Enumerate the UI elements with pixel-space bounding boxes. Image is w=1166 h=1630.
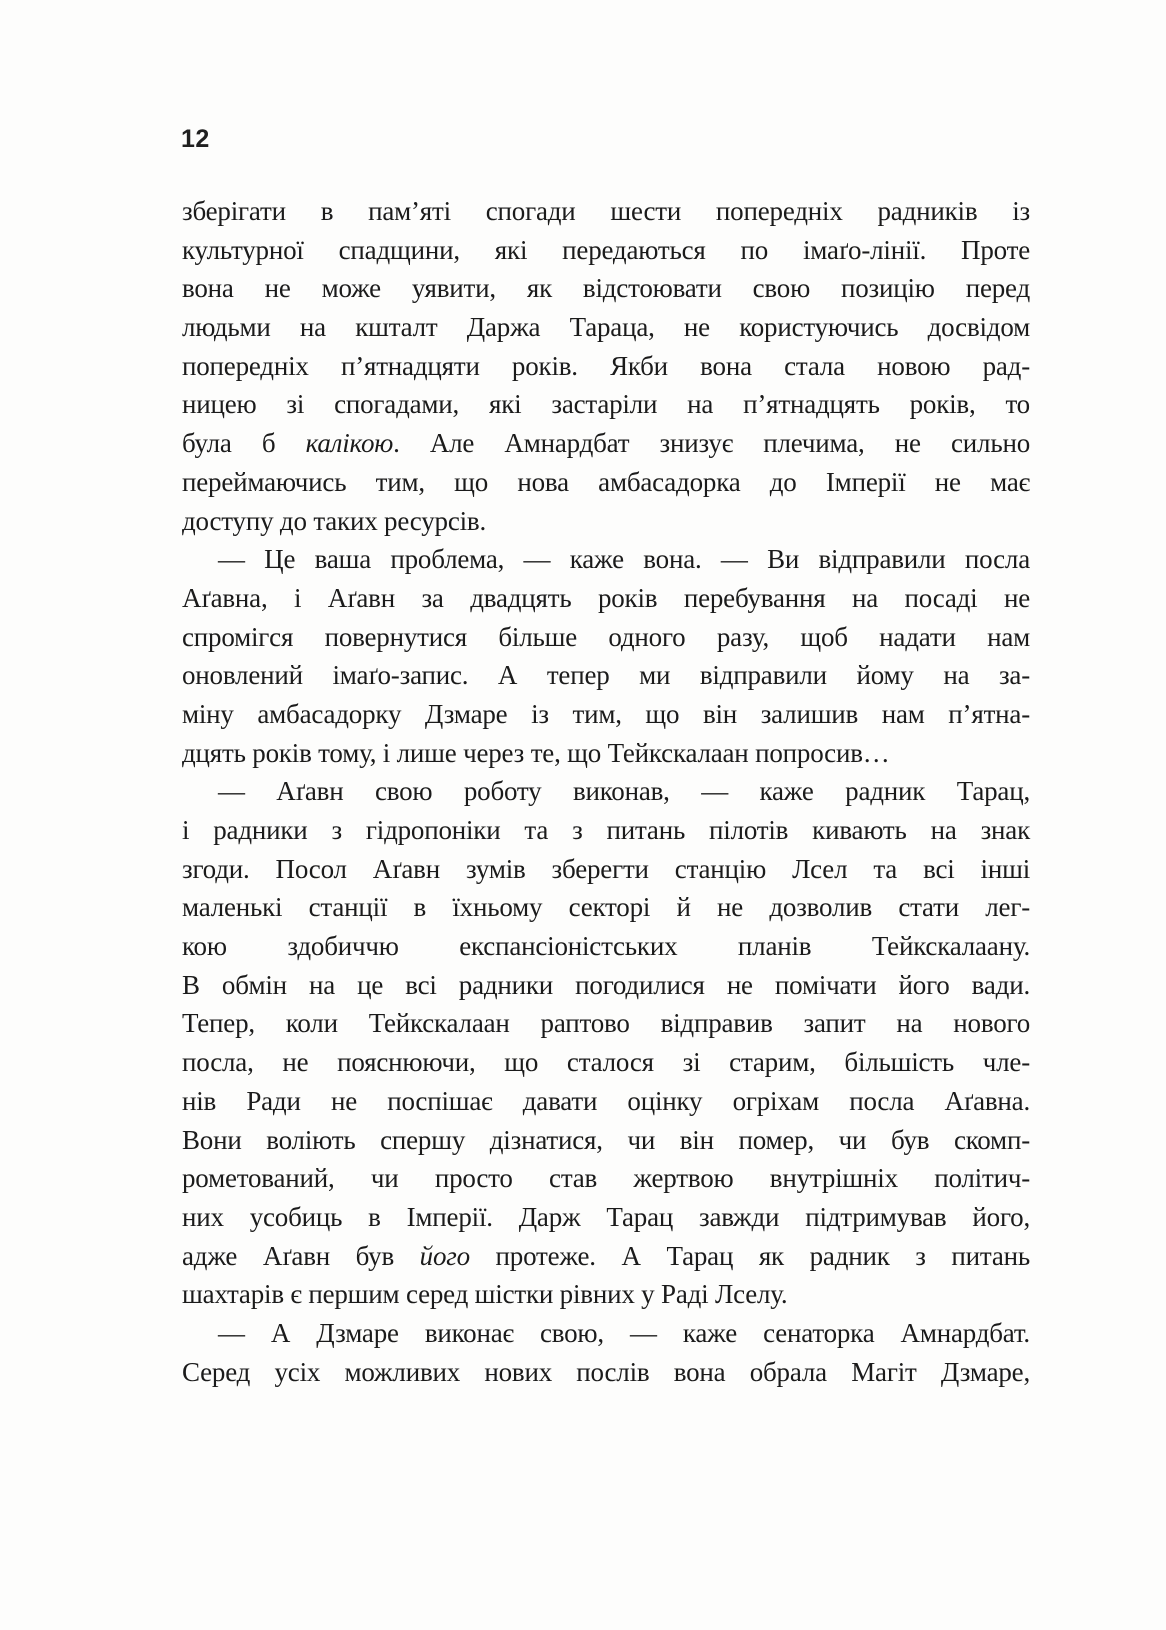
text-segment: адже Аґавн був	[182, 1240, 420, 1271]
text-segment: — Це ваша проблема, — каже вона. — Ви відправили посла	[218, 544, 1030, 575]
text-segment: маленькі станції в їхньому секторі й не дозволив стати лег-	[182, 892, 1030, 923]
text-line	[182, 347, 1030, 386]
text-line	[182, 502, 1030, 541]
text-line	[182, 1121, 1030, 1160]
text-segment: — А Дзмаре виконає свою, — каже сенаторка Амнардбат.	[218, 1317, 1030, 1348]
text-line	[182, 1004, 1030, 1043]
text-segment: Серед усіх можливих нових послів вона обрала Магіт Дзмаре,	[182, 1356, 1030, 1387]
text-line	[182, 811, 1030, 850]
text-segment: Вони воліють спершу дізнатися, чи він помер, чи був скомп-	[182, 1124, 1030, 1155]
text-segment: і радники з гідропоніки та з питань пілотів кивають на знак	[182, 815, 1030, 845]
page-number: 12	[181, 125, 210, 153]
text-line	[182, 1043, 1030, 1082]
text-segment: людьми на кшталт Даржа Тараца, не користуючись досвідом	[182, 312, 1030, 343]
text-segment: попередніх п’ятнадцяти років. Якби вона стала новою рад-	[182, 350, 1030, 381]
text-line	[182, 308, 1030, 347]
text-line	[182, 1082, 1030, 1121]
text-segment: них усобиць в Імперії. Дарж Тарац завжди підтримував його,	[182, 1201, 1030, 1232]
text-line	[182, 734, 1030, 773]
text-segment: вона не може уявити, як відстоювати свою позицію перед	[182, 273, 1030, 304]
text-segment: оновлений імаґо-запис. А тепер ми відправили йому на за-	[182, 660, 1030, 691]
text-segment: культурної спадщини, які передаються по імаґо-лінії. Проте	[182, 234, 1030, 265]
text-line	[182, 1198, 1030, 1237]
text-segment: Аґавна, і Аґавн за двадцять років перебування на посаді не	[182, 582, 1030, 613]
text-segment: була б	[182, 428, 306, 459]
text-segment: шахтарів є першим серед шістки рівних у Раді Лселу.	[182, 1279, 788, 1310]
text-line	[182, 269, 1030, 308]
italic-text-segment: його	[419, 1240, 470, 1271]
text-segment: дцять років тому, і лише через те, що Тейкскалаан попросив…	[182, 737, 890, 768]
text-line	[182, 463, 1030, 502]
text-line	[182, 927, 1030, 966]
text-segment: доступу до таких ресурсів.	[182, 505, 487, 536]
text-line	[182, 618, 1030, 657]
text-segment: В обмін на це всі радники погодилися не помічати його вади.	[182, 969, 1030, 1000]
text-segment: ницею зі спогадами, які застаріли на п’ятнадцять років, то	[182, 389, 1030, 420]
text-line	[182, 579, 1030, 618]
text-line	[182, 1314, 1030, 1353]
text-segment: протеже. А Тарац як радник з питань	[469, 1240, 1030, 1271]
text-segment: — Аґавн свою роботу виконав, — каже радник Тарац,	[218, 776, 1030, 807]
text-line	[182, 695, 1030, 734]
text-line	[182, 1353, 1030, 1392]
text-segment: переймаючись тим, що нова амбасадорка до Імперії не має	[182, 466, 1030, 497]
text-segment: зберігати в пам’яті спогади шести попередніх радників із	[182, 196, 1030, 226]
text-segment: посла, не пояснюючи, що сталося зі старим, більшість чле-	[182, 1047, 1030, 1078]
text-line	[182, 231, 1030, 270]
text-segment: рометований, чи просто став жертвою внутрішніх політич-	[182, 1163, 1030, 1194]
text-line	[182, 1237, 1030, 1276]
text-segment: спромігся повернутися більше одного разу, щоб надати нам	[182, 621, 1030, 652]
text-line	[182, 888, 1030, 927]
text-segment: нів Ради не поспішає давати оцінку огріхам посла Аґавна.	[182, 1085, 1030, 1116]
text-line	[182, 424, 1030, 463]
italic-text-segment: калікою	[305, 428, 394, 459]
text-segment: . Але Амнардбат знизує плечима, не сильно	[393, 428, 1030, 459]
text-line	[182, 192, 1030, 231]
text-line	[182, 772, 1030, 811]
text-line	[182, 1275, 1030, 1314]
text-line	[182, 656, 1030, 695]
text-segment: міну амбасадорку Дзмаре із тим, що він залишив нам п’ятна-	[182, 698, 1030, 729]
text-line	[182, 1159, 1030, 1198]
text-line	[182, 385, 1030, 424]
text-line	[182, 850, 1030, 889]
text-line	[182, 966, 1030, 1005]
text-column	[182, 192, 1030, 1391]
text-segment: Тепер, коли Тейкскалаан раптово відправив запит на нового	[182, 1008, 1030, 1039]
text-line	[182, 540, 1030, 579]
text-segment: згоди. Посол Аґавн зумів зберегти станцію Лсел та всі інші	[182, 853, 1030, 884]
text-segment: кою здобиччю експансіоністських планів Тейкскалаану.	[182, 931, 1030, 962]
